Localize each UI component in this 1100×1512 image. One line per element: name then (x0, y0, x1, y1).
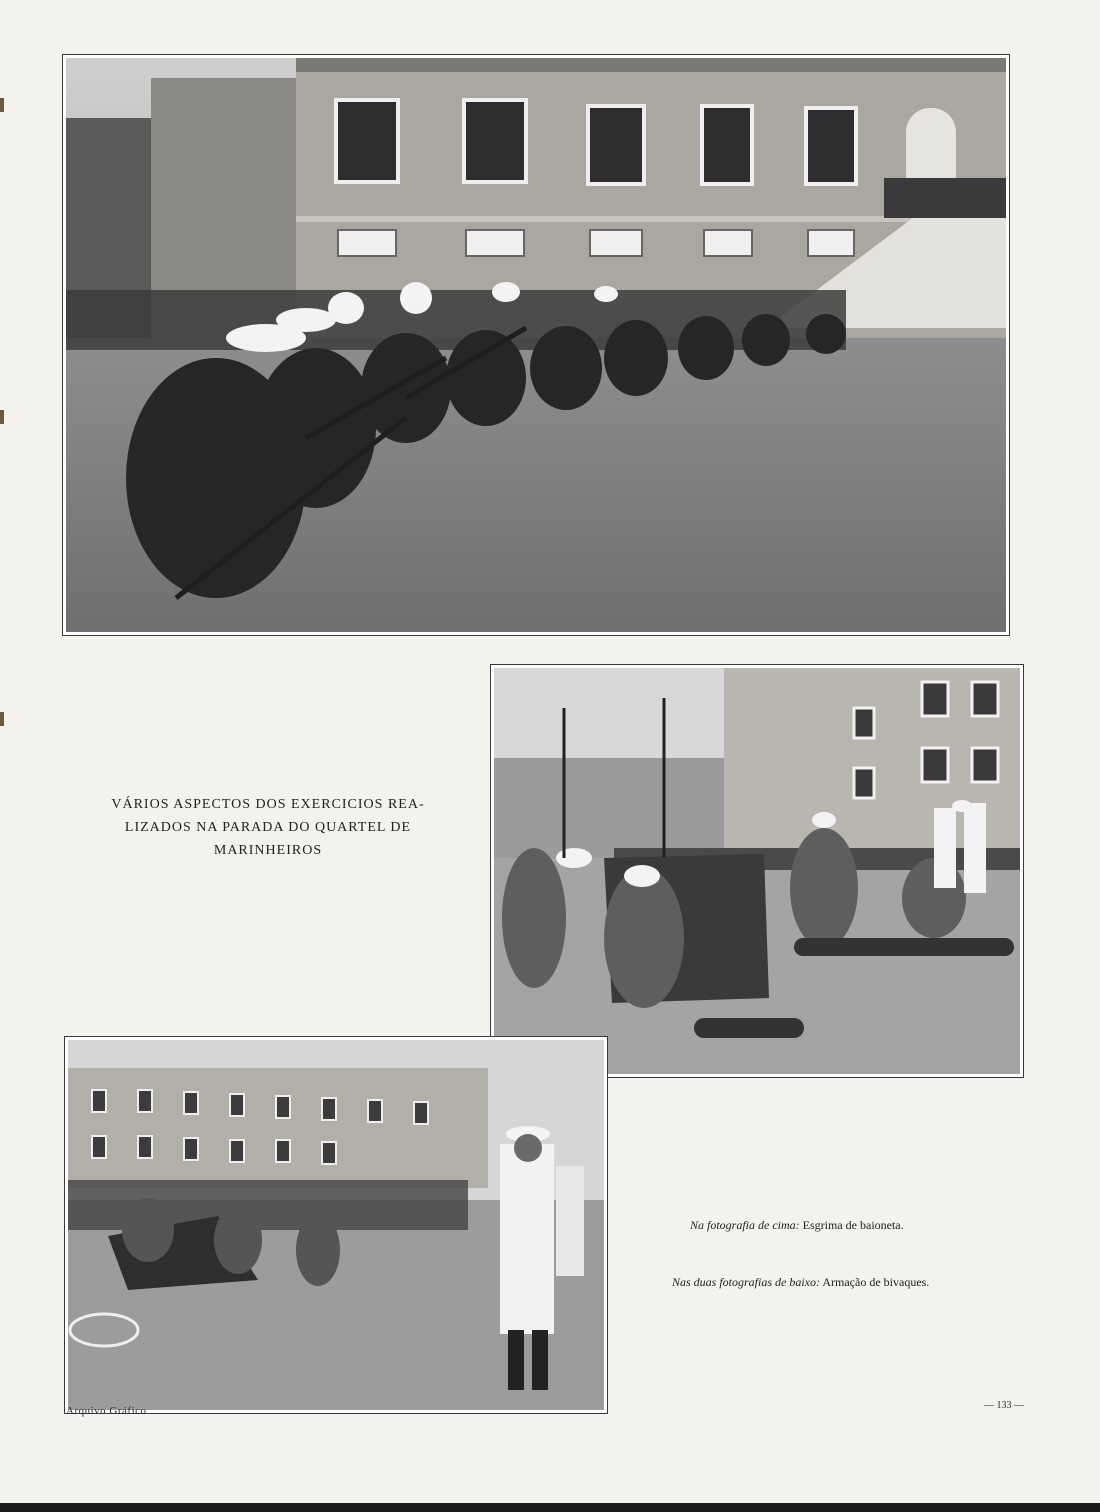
article-headline (100, 793, 436, 862)
edge-mark (0, 712, 4, 726)
caption-bottom-photos-text: Armação de bivaques. (820, 1275, 930, 1289)
page-number: — 133 — (984, 1400, 1024, 1411)
photo-bayonet-fencing (62, 54, 1010, 636)
caption-top-photo-text: Esgrima de baioneta. (799, 1218, 904, 1232)
headline-line-1: VÁRIOS ASPECTOS DOS EXERCICIOS REA- (111, 797, 425, 812)
caption-top-photo (690, 1218, 904, 1233)
photo-bivouac-pitching-1 (490, 664, 1024, 1078)
photo-bivouac-pitching-2-image (68, 1040, 604, 1410)
publication-name: Arquivo Gráfico (66, 1405, 147, 1417)
scan-bottom-edge (0, 1503, 1100, 1512)
edge-mark (0, 410, 4, 424)
headline-line-2: LIZADOS NA PARADA DO QUARTEL DE (124, 820, 412, 835)
caption-top-photo-italic: Na fotografia de cima: (690, 1218, 800, 1232)
caption-bottom-photos (672, 1275, 929, 1290)
photo-bivouac-pitching-2 (64, 1036, 608, 1414)
photo-bivouac-pitching-1-image (494, 668, 1020, 1074)
headline-line-3: MARINHEIROS (213, 843, 323, 858)
edge-mark (0, 98, 4, 112)
caption-bottom-photos-italic: Nas duas fotografias de baixo: (672, 1275, 821, 1289)
photo-bayonet-fencing-image (66, 58, 1006, 632)
